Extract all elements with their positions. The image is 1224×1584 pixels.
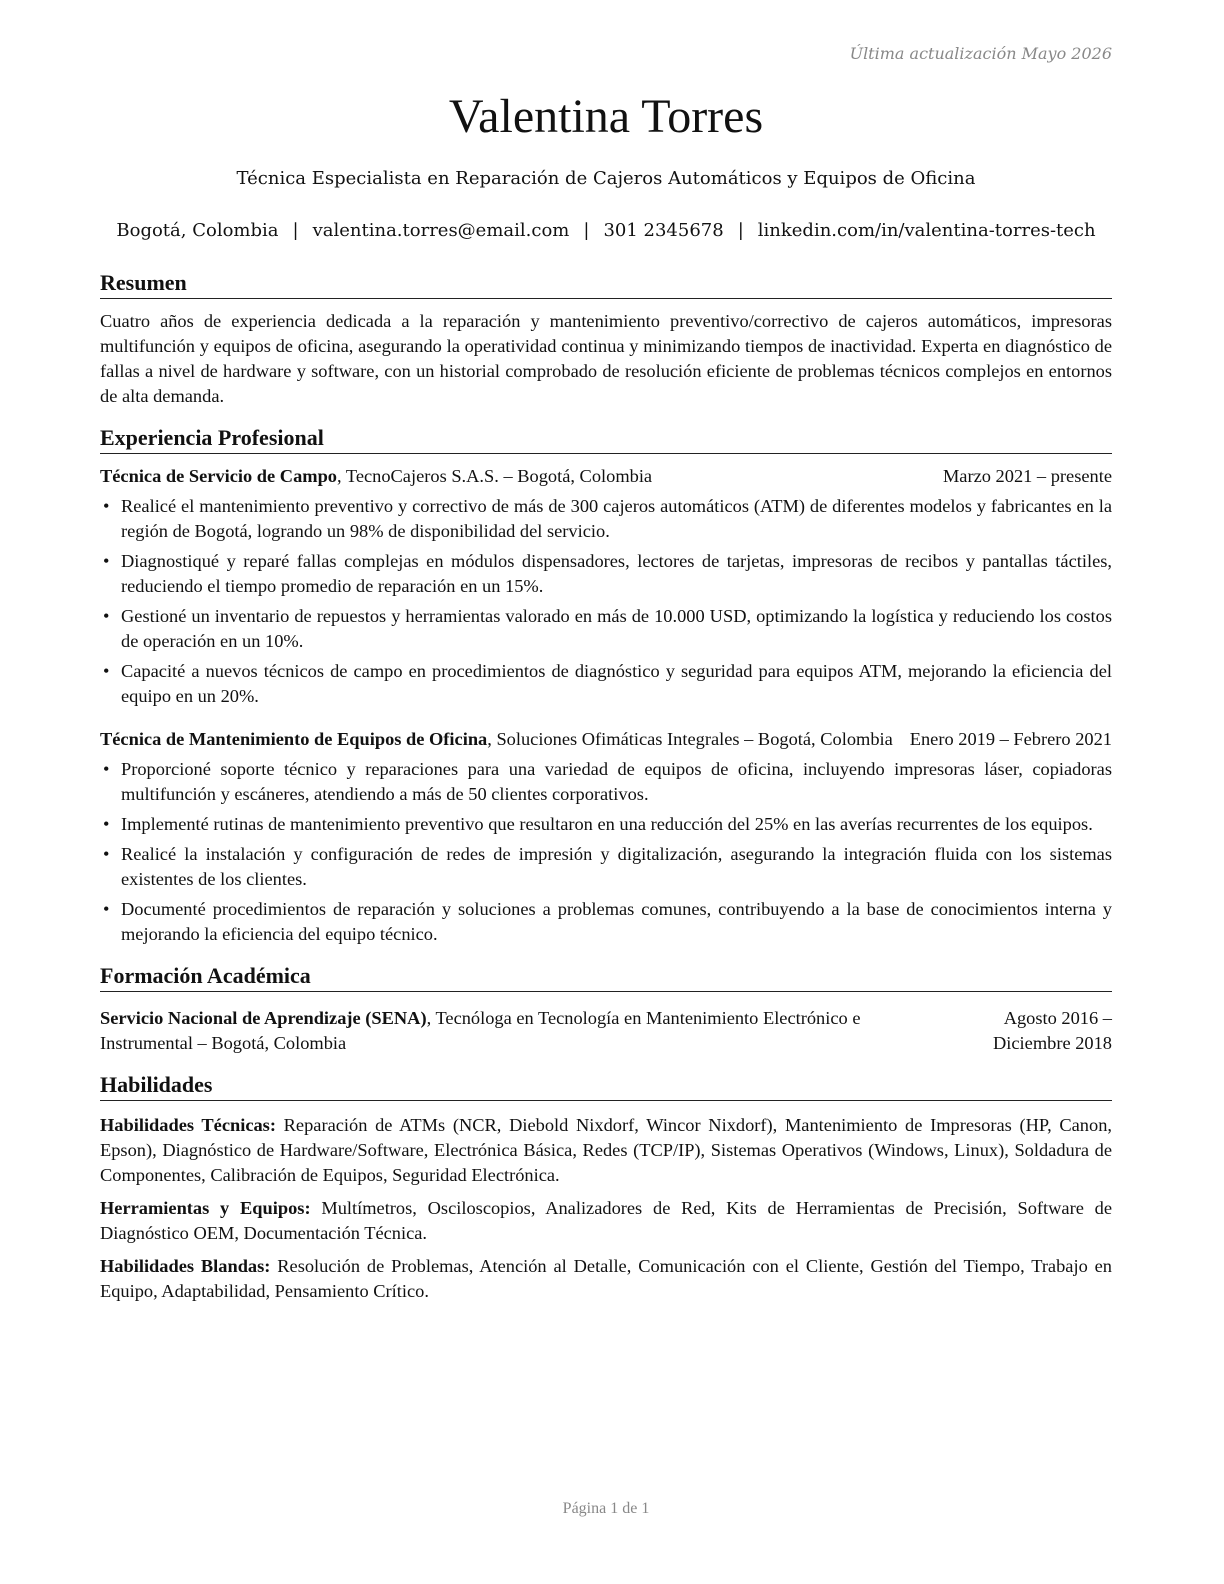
job-title-line bbox=[100, 464, 937, 489]
contact-separator: | bbox=[737, 220, 744, 241]
skill-group bbox=[100, 1113, 1112, 1188]
education-institution: Servicio Nacional de Aprendizaje (SENA) bbox=[100, 1008, 427, 1028]
skill-group bbox=[100, 1196, 1112, 1246]
education-program: , Tecnóloga en Tecnología en Mantenimiento Electrónico e Instrumental – Bogotá, Colombia bbox=[100, 1008, 861, 1053]
contact-line bbox=[100, 218, 1112, 244]
skill-group bbox=[100, 1254, 1112, 1304]
job-header bbox=[100, 727, 1112, 752]
contact-location: Bogotá, Colombia bbox=[116, 220, 279, 241]
skill-group-label: Habilidades Técnicas: bbox=[100, 1115, 276, 1135]
contact-email[interactable]: valentina.torres@email.com bbox=[312, 220, 570, 241]
job-bullet: • Implementé rutinas de mantenimiento preventivo que resultaron en una reducción del 25% en las averías recurrentes de los equipos. bbox=[100, 812, 1112, 837]
job-title-line bbox=[100, 727, 904, 752]
skill-group-text: Reparación de ATMs (NCR, Diebold Nixdorf, Wincor Nixdorf), Mantenimiento de Impresoras (HP, Canon, Epson), Diagnóstico de Hardware/Software, Electrónica Básica, Redes (TCP/IP), Sistemas Operativos (Windows, Linux), Soldadura de Componentes, Calibración de Equipos, Seguridad Electrónica. bbox=[100, 1115, 1112, 1185]
skill-group-text: Resolución de Problemas, Atención al Detalle, Comunicación con el Cliente, Gestión del Tiempo, Trabajo en Equipo, Adaptabilidad, Pensamiento Crítico. bbox=[100, 1256, 1112, 1301]
contact-linkedin[interactable]: linkedin.com/in/valentina-torres-tech bbox=[757, 220, 1096, 241]
summary-section bbox=[100, 268, 1112, 409]
resume-content bbox=[100, 268, 1112, 1318]
skill-group-label: Habilidades Blandas: bbox=[100, 1256, 271, 1276]
education-heading: Formación Académica bbox=[100, 961, 1112, 992]
contact-separator: | bbox=[583, 220, 590, 241]
job-bullet: • Realicé el mantenimiento preventivo y correctivo de más de 300 cajeros automáticos (ATM) de diferentes modelos y fabricantes en la región de Bogotá, logrando un 98% de disponibilidad del servicio. bbox=[100, 494, 1112, 544]
job-company: , Soluciones Ofimáticas Integrales – Bogotá, Colombia bbox=[487, 729, 893, 749]
contact-phone: 301 2345678 bbox=[603, 220, 724, 241]
job-entry bbox=[100, 727, 1112, 947]
job-bullet: • Realicé la instalación y configuración de redes de impresión y digitalización, asegurando la integración fluida con los sistemas existentes de los clientes. bbox=[100, 842, 1112, 892]
job-bullet: • Gestioné un inventario de repuestos y herramientas valorado en más de 10.000 USD, optimizando la logística y reduciendo los costos de operación en un 10%. bbox=[100, 604, 1112, 654]
contact-separator: | bbox=[292, 220, 299, 241]
job-bullet: • Capacité a nuevos técnicos de campo en procedimientos de diagnóstico y seguridad para equipos ATM, mejorando la eficiencia del equipo en un 20%. bbox=[100, 659, 1112, 709]
summary-text: Cuatro años de experiencia dedicada a la reparación y mantenimiento preventivo/correctivo de cajeros automáticos, impresoras multifunción y equipos de oficina, asegurando la operatividad continua y minimizando tiempos de inactividad. Experta en diagnóstico de fallas a nivel de hardware y software, con un historial comprobado de resolución eficiente de problemas técnicos complejos en entornos de alta demanda. bbox=[100, 311, 1112, 406]
resume-page bbox=[100, 0, 1112, 1584]
job-bullet: • Documenté procedimientos de reparación y soluciones a problemas comunes, contribuyendo a la base de conocimientos interna y mejorando la eficiencia del equipo técnico. bbox=[100, 897, 1112, 947]
skills-section bbox=[100, 1070, 1112, 1304]
job-role: Técnica de Servicio de Campo bbox=[100, 466, 338, 486]
job-role: Técnica de Mantenimiento de Equipos de Oficina bbox=[100, 729, 488, 749]
last-updated-note: Última actualización Mayo 2026 bbox=[849, 44, 1112, 63]
job-dates: Marzo 2021 – presente bbox=[942, 466, 1112, 486]
job-bullet: • Diagnostiqué y reparé fallas complejas en módulos dispensadores, lectores de tarjetas, impresoras de recibos y pantallas táctiles, reduciendo el tiempo promedio de reparación en un 15%. bbox=[100, 549, 1112, 599]
skill-group-label: Herramientas y Equipos: bbox=[100, 1198, 311, 1218]
job-company: , TecnoCajeros S.A.S. – Bogotá, Colombia bbox=[337, 466, 653, 486]
job-bullets bbox=[100, 494, 1112, 709]
education-dates: Agosto 2016 – Diciembre 2018 bbox=[993, 1008, 1112, 1053]
education-entry bbox=[100, 1006, 1112, 1056]
page-number: Página 1 de 1 bbox=[562, 1500, 650, 1517]
job-bullets bbox=[100, 757, 1112, 947]
skill-group-text: Multímetros, Osciloscopios, Analizadores de Red, Kits de Herramientas de Precisión, Software de Diagnóstico OEM, Documentación Técnica. bbox=[100, 1198, 1112, 1243]
job-dates: Enero 2019 – Febrero 2021 bbox=[909, 729, 1112, 749]
experience-section bbox=[100, 423, 1112, 947]
skills-heading: Habilidades bbox=[100, 1070, 1112, 1101]
candidate-name: Valentina Torres bbox=[448, 90, 764, 143]
headline: Técnica Especialista en Reparación de Cajeros Automáticos y Equipos de Oficina bbox=[236, 168, 976, 189]
education-section bbox=[100, 961, 1112, 1056]
job-entry bbox=[100, 464, 1112, 709]
education-details bbox=[100, 1006, 954, 1056]
job-bullet: • Proporcioné soporte técnico y reparaciones para una variedad de equipos de oficina, incluyendo impresoras láser, copiadoras multifunción y escáneres, atendiendo a más de 50 clientes corporativos. bbox=[100, 757, 1112, 807]
experience-heading: Experiencia Profesional bbox=[100, 423, 1112, 454]
job-header bbox=[100, 464, 1112, 489]
summary-heading: Resumen bbox=[100, 268, 1112, 299]
